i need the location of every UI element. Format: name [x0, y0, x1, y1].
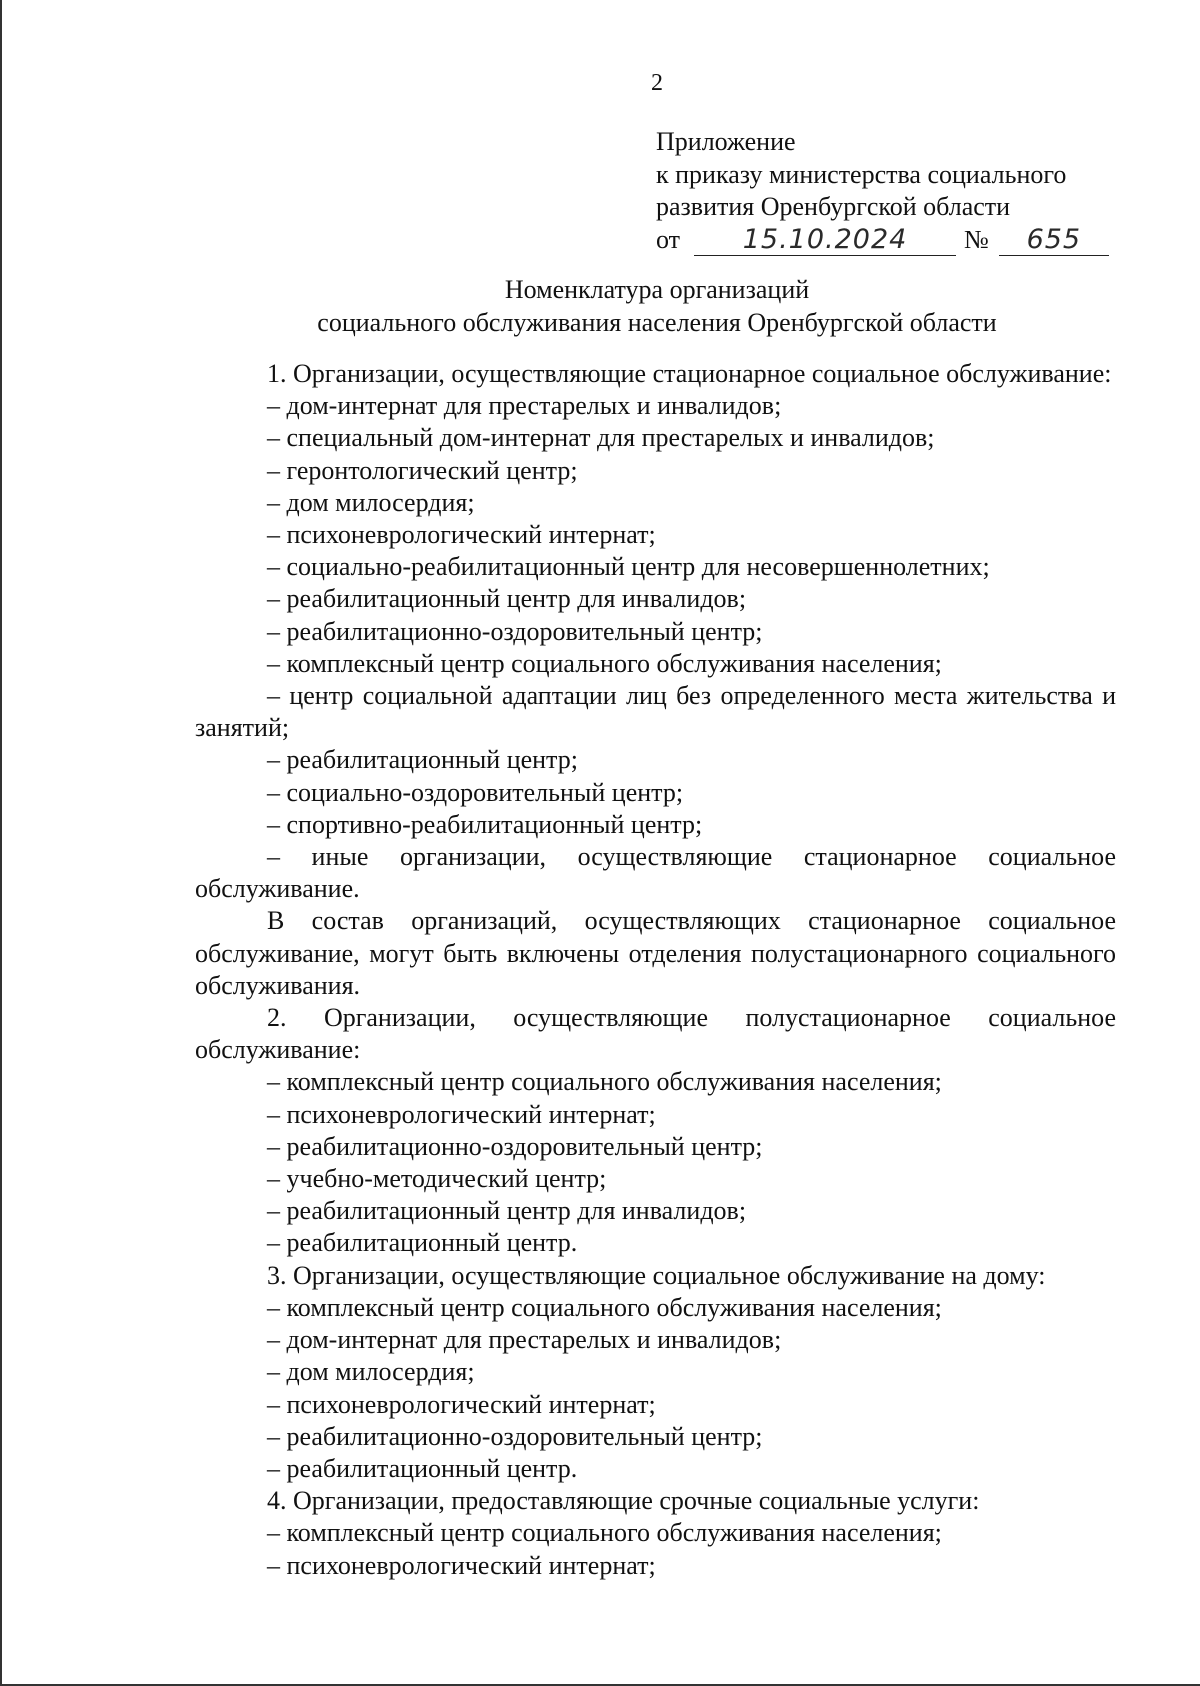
section-2-heading: 2. Организации, осуществляющие полустационарное социальное обслуживание: [195, 1003, 1116, 1065]
list-item: – специальный дом-интернат для престарелых и инвалидов; [267, 423, 935, 453]
document-title-line-1: Номенклатура организаций [504, 275, 810, 304]
list-item: – реабилитационно-оздоровительный центр; [267, 1131, 763, 1161]
list-item: – психоневрологический интернат; [267, 520, 656, 550]
document-title-line-2: социального обслуживания населения Оренбургской области [317, 308, 997, 337]
list-item: – социально-реабилитационный центр для несовершеннолетних; [267, 552, 990, 582]
handwritten-date: 15.10.2024 [694, 225, 956, 256]
section-1-heading: 1. Организации, осуществляющие стационарное социальное обслуживание: [267, 359, 1112, 388]
list-item-long: – центр социальной адаптации лиц без определенного места жительства и занятий; [195, 681, 1116, 743]
number-prefix: № [964, 224, 989, 254]
list-item: – социально-оздоровительный центр; [267, 777, 684, 807]
list-item: – реабилитационный центр для инвалидов; [267, 584, 747, 614]
list-item-long: – иные организации, осуществляющие стационарное социальное обслуживание. [195, 842, 1116, 904]
list-item: – комплексный центр социального обслуживания населения; [267, 648, 942, 678]
appendix-date-number-line [656, 224, 1109, 257]
appendix-block [656, 126, 1109, 256]
document-title [2, 273, 1200, 339]
document-body [195, 358, 1116, 1582]
list-item: – учебно-методический центр; [267, 1164, 607, 1194]
appendix-title: Приложение [656, 127, 796, 156]
section-1-note: В состав организаций, осуществляющих стационарное социальное обслуживание, могут быть включены отделения полустационарного социального обслуживания. [195, 906, 1116, 1000]
list-item: – психоневрологический интернат; [267, 1389, 656, 1419]
list-item: – психоневрологический интернат; [267, 1550, 656, 1580]
list-item: – психоневрологический интернат; [267, 1099, 656, 1129]
list-item: – реабилитационный центр. [267, 1453, 578, 1483]
list-item: – реабилитационный центр для инвалидов; [267, 1196, 747, 1226]
list-item: – реабилитационно-оздоровительный центр; [267, 1421, 763, 1451]
list-item: – комплексный центр социального обслуживания населения; [267, 1518, 942, 1548]
list-item: – дом-интернат для престарелых и инвалидов; [267, 391, 782, 421]
date-prefix: от [656, 224, 681, 254]
list-item: – комплексный центр социального обслуживания населения; [267, 1292, 942, 1322]
list-item: – реабилитационно-оздоровительный центр; [267, 616, 763, 646]
list-item: – комплексный центр социального обслуживания населения; [267, 1067, 942, 1097]
list-item: – геронтологический центр; [267, 455, 578, 485]
appendix-line-2: развития Оренбургской области [656, 192, 1011, 221]
list-item: – спортивно-реабилитационный центр; [267, 809, 703, 839]
section-4-heading: 4. Организации, предоставляющие срочные социальные услуги: [267, 1486, 980, 1516]
list-item: – дом-интернат для престарелых и инвалидов; [267, 1325, 782, 1355]
list-item: – реабилитационный центр. [267, 1228, 578, 1258]
list-item: – реабилитационный центр; [267, 745, 578, 775]
page-number: 2 [651, 70, 663, 96]
handwritten-number: 655 [999, 225, 1109, 256]
list-item: – дом милосердия; [267, 1357, 475, 1387]
list-item: – дом милосердия; [267, 487, 475, 517]
appendix-line-1: к приказу министерства социального [656, 159, 1067, 189]
section-3-heading: 3. Организации, осуществляющие социальное обслуживание на дому: [267, 1260, 1046, 1290]
